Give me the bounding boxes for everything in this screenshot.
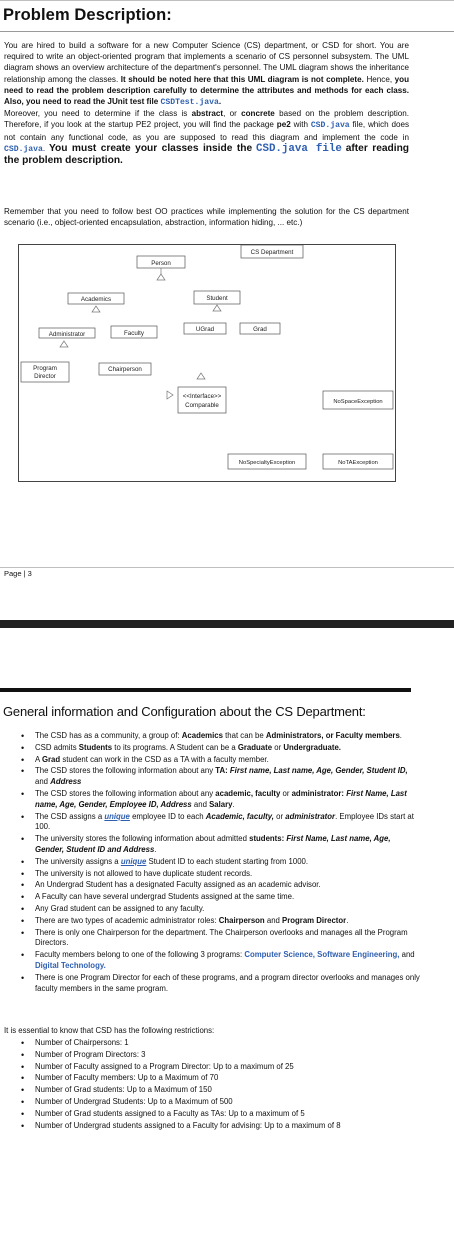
page-title: Problem Description:: [3, 6, 172, 24]
oo-practices-paragraph: Remember that you need to follow best OO practices while implementing the solution for the CS department scenario (i.e., object-oriented encapsulation, abstraction, information hiding, ... etc.): [4, 207, 409, 228]
text: with: [293, 120, 308, 130]
list-item: • CSD admits Students to its programs. A Student can be a Graduate or Undergraduate.: [35, 743, 420, 754]
list-item: • The CSD has as a community, a group of: Academics that can be Administrators, or Faculty members.: [35, 731, 420, 742]
text: You are hired to build a software for a new Computer Science (CS) department, or CSD for short. You are required to write an object-oriented program that implements a scenario of CS personnel subsystem. The UML diagram shows an overview architecture of the department's personnel. The UML diagram shows the inheritance relationship among the classes.: [4, 41, 409, 84]
uml-faculty: Faculty: [124, 330, 144, 337]
uml-program-director-line1: Program: [33, 365, 57, 372]
list-item: • A Faculty can have several undergrad Students assigned at the same time.: [35, 892, 420, 903]
uml-interface-stereotype: <<Interface>>: [182, 393, 222, 400]
list-item: • An Undergrad Student has a designated Faculty assigned as an academic advisor.: [35, 880, 420, 891]
uml-cs-department: CS Department: [250, 249, 294, 256]
uml-student: Student: [206, 295, 228, 302]
uml-comparable: Comparable: [185, 402, 219, 409]
code-csd: CSD.java: [4, 144, 43, 154]
restriction-item: • Number of Chairpersons: 1: [35, 1038, 420, 1049]
uml-administrator: Administrator: [48, 331, 86, 338]
list-item: • The CSD stores the following information about any academic, faculty or administrator: First Name, Last name, Age, Gender, Employee ID, Address and Salary.: [35, 789, 420, 811]
restrictions-intro: It is essential to know that CSD has the following restrictions:: [4, 1026, 215, 1035]
text-bold: You must create your classes inside the: [48, 142, 253, 154]
page-number: Page | 3: [4, 569, 32, 578]
list-item: • The university assigns a unique Student ID to each student starting from 1000.: [35, 857, 420, 868]
page-3: [0, 0, 454, 600]
restriction-item: • Number of Faculty members: Up to a Maximum of 70: [35, 1073, 420, 1084]
text-bold: concrete: [241, 109, 275, 119]
uml-person: Person: [151, 260, 171, 267]
list-item: • Faculty members belong to one of the following 3 programs: Computer Science, Software Engineering, and Digital Technology.: [35, 950, 420, 972]
text: .: [218, 97, 222, 107]
code-csd-file: CSD.java file: [255, 142, 342, 155]
text-bold: pe2: [276, 120, 291, 130]
general-info-heading: General information and Configuration about the CS Department:: [3, 704, 366, 719]
list-item: • The university is not allowed to have duplicate student records.: [35, 869, 420, 880]
uml-nota: NoTAException: [338, 460, 378, 466]
restriction-item: • Number of Grad students assigned to a Faculty as TAs: Up to a maximum of 5: [35, 1109, 420, 1120]
text: , or: [223, 109, 237, 119]
uml-program-director-line2: Director: [34, 373, 56, 380]
restriction-item: • Number of Undergrad Students: Up to a Maximum of 500: [35, 1097, 420, 1108]
uml-nospace: NoSpaceException: [333, 399, 383, 405]
uml-svg: [19, 245, 395, 481]
code-csdtest: CSDTest.java: [160, 98, 219, 108]
list-item: • The CSD stores the following information about any TA: First name, Last name, Age, Gender, Student ID, and Address: [35, 766, 420, 788]
restriction-item: • Number of Grad students: Up to a Maximum of 150: [35, 1085, 420, 1096]
text: Hence,: [366, 74, 393, 84]
list-item: • The university stores the following information about admitted students: First Name, Last name, Age, Gender, Student ID and Address.: [35, 834, 420, 856]
list-item: • There is one Program Director for each of these programs, and a program director overlooks and manages only faculty members in the same program.: [35, 973, 420, 995]
section-top-rule: [0, 688, 411, 692]
list-item: • Any Grad student can be assigned to any faculty.: [35, 904, 420, 915]
footer-rule: [0, 567, 454, 568]
text: based on the problem description. Therefore, if you look at the startup PE2 project, you will find the package: [4, 109, 409, 130]
text-bold: It should be noted here that this UML diagram is not complete.: [120, 74, 364, 84]
code-csd: CSD.java: [310, 121, 350, 131]
uml-grad: Grad: [253, 326, 267, 333]
list-item: • The CSD assigns a unique employee ID to each Academic, faculty, or administrator. Employee IDs start at 100.: [35, 812, 420, 834]
restrictions-list: [35, 1038, 420, 1132]
problem-paragraph: [4, 40, 409, 166]
top-rule: [0, 0, 454, 1]
uml-chairperson: Chairperson: [108, 366, 142, 373]
uml-nospecialty: NoSpecialtyException: [238, 460, 296, 466]
general-info-list: [35, 731, 420, 995]
restriction-item: • Number of Faculty assigned to a Program Director: Up to a maximum of 25: [35, 1062, 420, 1073]
restriction-item: • Number of Undergrad students assigned to a Faculty for advising: Up to a maximum of 8: [35, 1121, 420, 1132]
uml-ugrad: UGrad: [195, 326, 215, 333]
text: .: [42, 143, 46, 153]
text-bold: abstract: [191, 109, 224, 119]
uml-comparable-box: [178, 387, 226, 413]
page-separator: [0, 620, 454, 628]
text: Moreover, you need to determine if the class is: [4, 109, 188, 119]
uml-diagram: [18, 244, 396, 482]
text-bold: you need to read the problem description carefully to determine the attributes and methods for each class. Also, you need to read the JUnit test file: [4, 74, 410, 107]
list-item: • There is only one Chairperson for the department. The Chairperson overlooks and manages all the Program Directors.: [35, 928, 420, 950]
uml-academics: Academics: [80, 296, 112, 303]
text-bold: after reading the problem description.: [4, 142, 410, 167]
list-item: • A Grad student can work in the CSD as a TA with a faculty member.: [35, 755, 420, 766]
list-item: • There are two types of academic administrator roles: Chairperson and Program Director.: [35, 916, 420, 927]
title-rule: [0, 31, 454, 32]
text: file, which does not contain any functional code, as you are supposed to read this diagram and implement the code in: [4, 120, 410, 142]
restriction-item: • Number of Program Directors: 3: [35, 1050, 420, 1061]
